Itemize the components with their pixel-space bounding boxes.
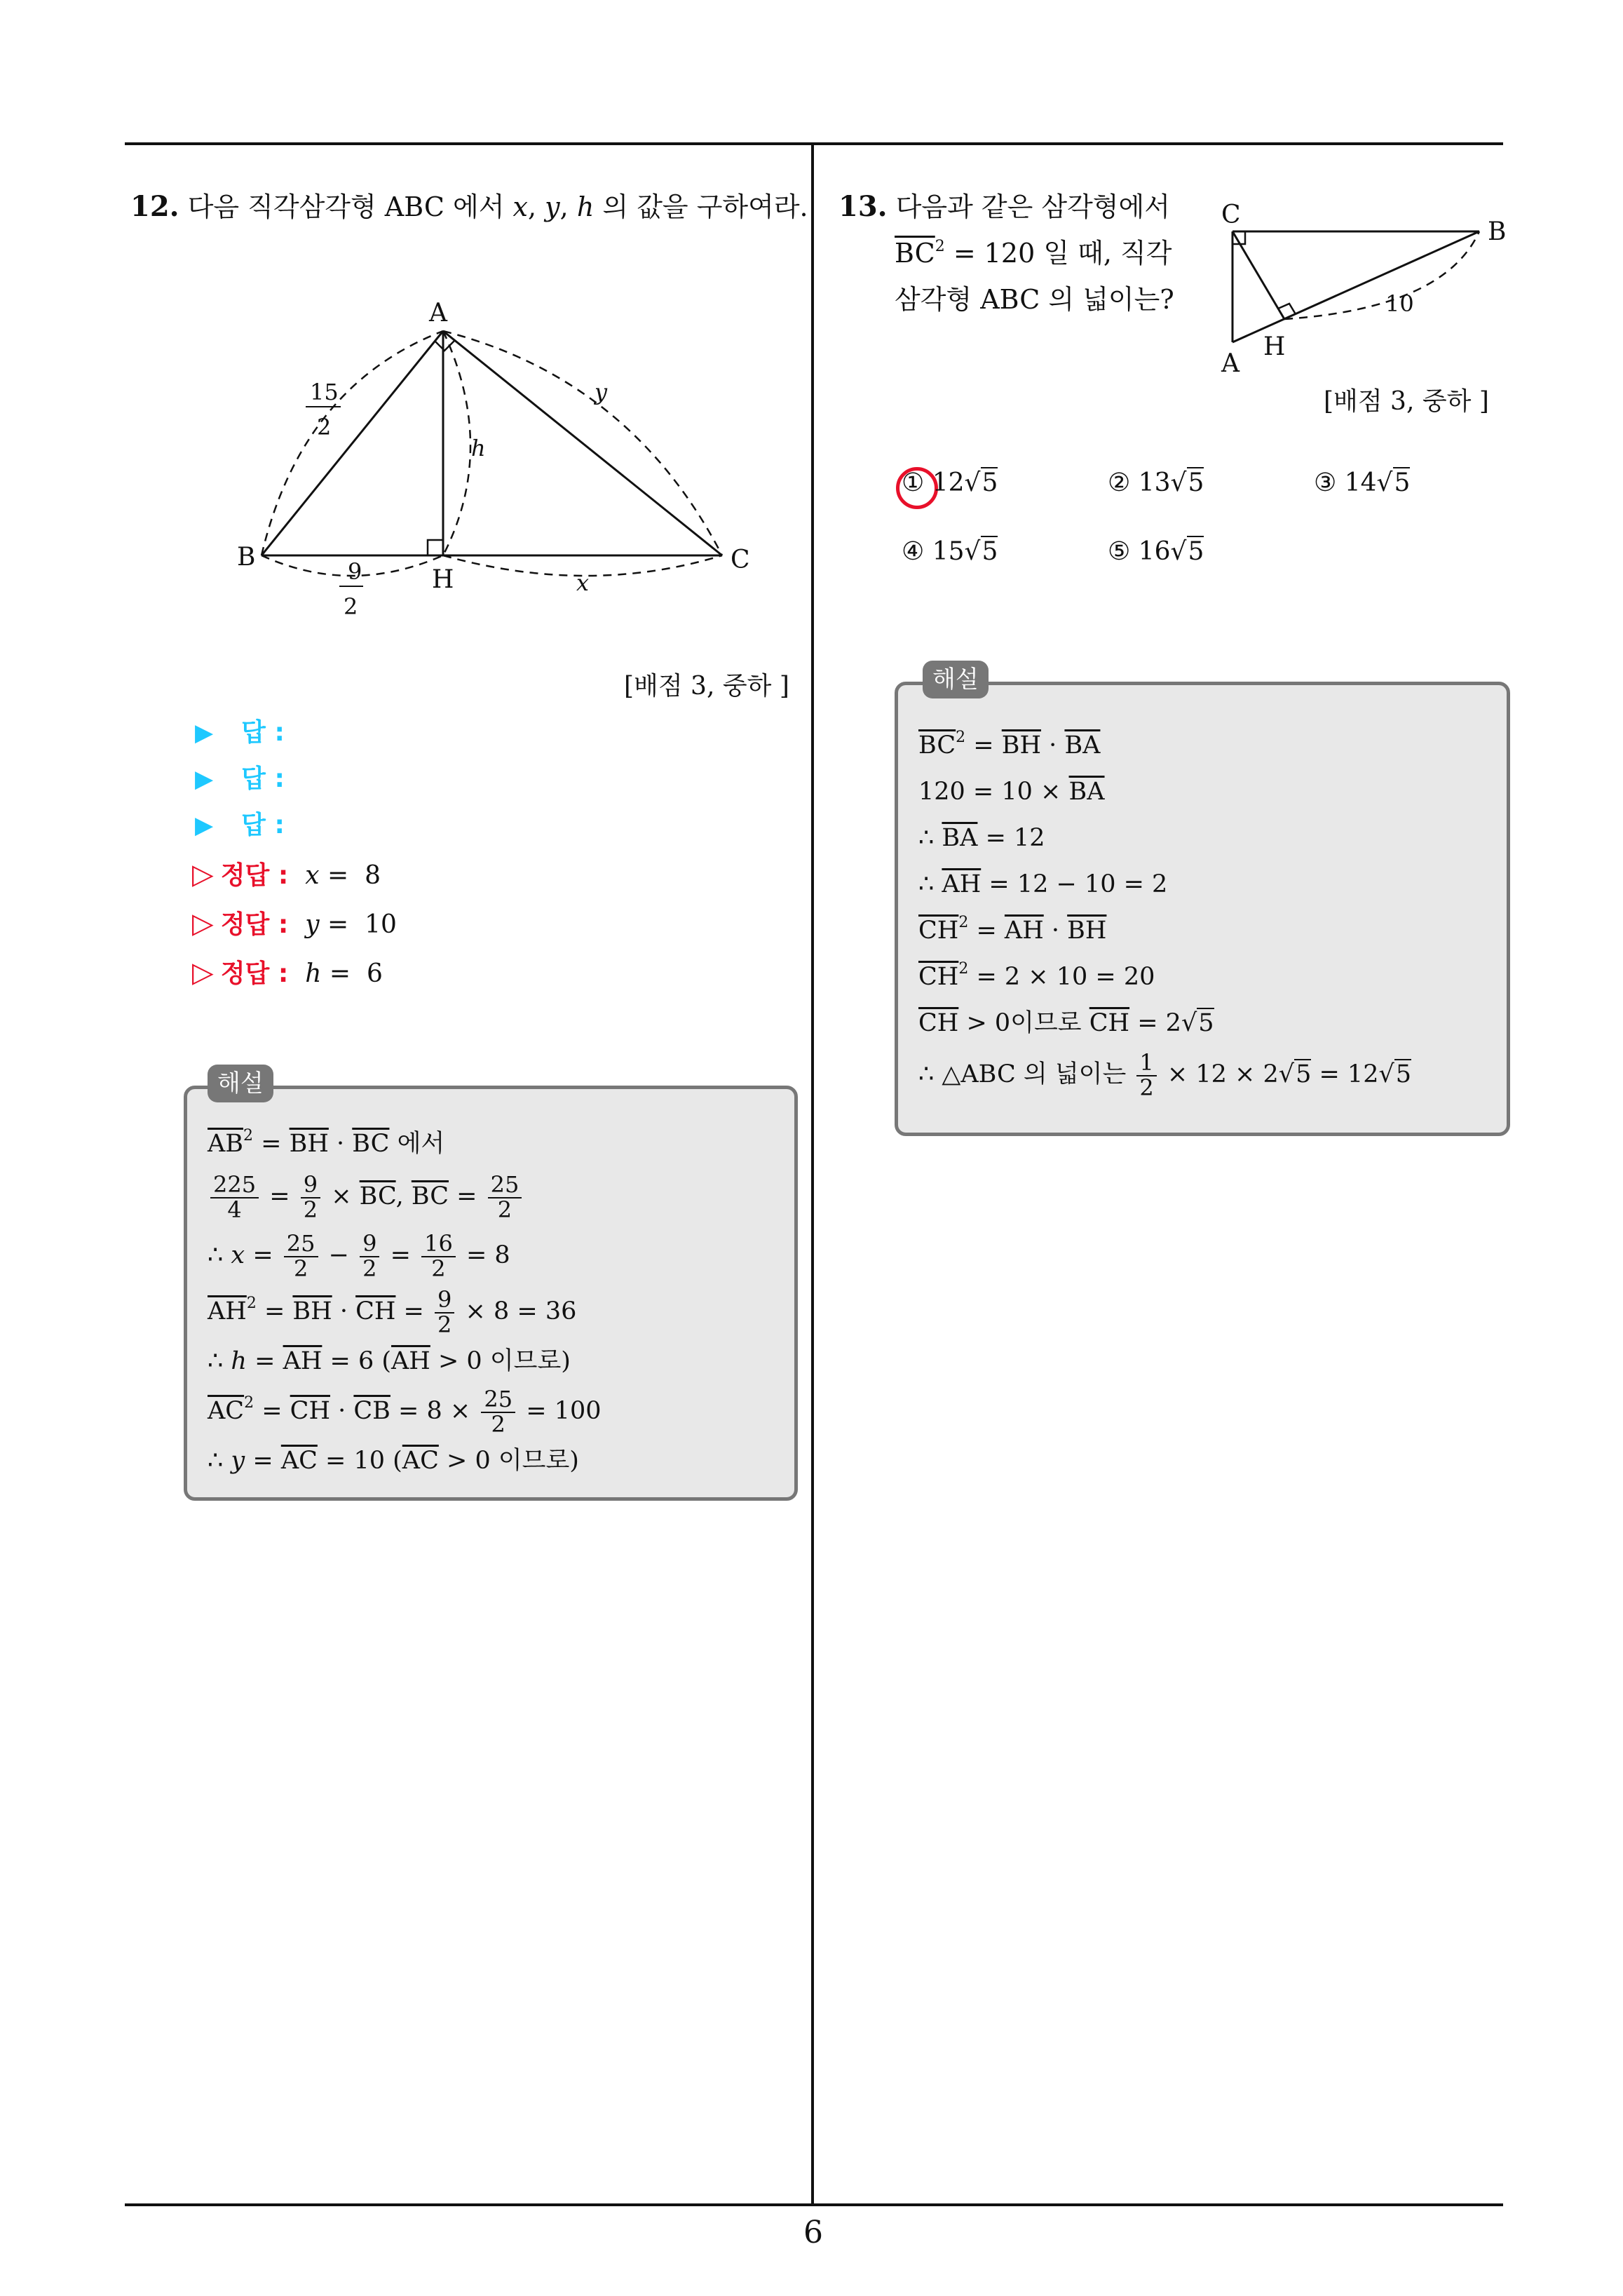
text: = 2 xyxy=(1137,1009,1181,1037)
square-exp: 2 xyxy=(956,729,966,746)
therefore: ∴ xyxy=(918,1060,935,1088)
answer-label: 답 : xyxy=(241,811,285,839)
q12-label-c: C xyxy=(731,546,750,574)
square-exp: 2 xyxy=(246,1295,257,1312)
q13-sol-line-8: ∴ △ABC 의 넓이는 $\frac{1}{2}$ × 12 × 2√5 = 12√5 xyxy=(918,1048,1412,1101)
therefore: ∴ xyxy=(208,1241,224,1269)
q12-sol-line-2 xyxy=(208,1167,601,1226)
therefore: ∴ xyxy=(918,870,935,898)
dot: · xyxy=(338,1397,346,1425)
q13-label-c: C xyxy=(1221,201,1241,229)
seg-bh: $\overline{BH}$ xyxy=(292,1297,332,1325)
answer-var: y xyxy=(305,910,320,939)
q13-choice-4[interactable]: ④ 15√5 xyxy=(902,537,998,566)
choice-coef: 14 xyxy=(1344,468,1377,497)
eq: = xyxy=(261,1130,282,1158)
q13-choice-2[interactable]: ② 13√5 xyxy=(1108,468,1204,497)
q12-label-ab-den: 2 xyxy=(317,414,332,440)
dot: · xyxy=(1049,731,1057,759)
q12-label-h-var: h xyxy=(471,435,486,461)
answer-eq: = xyxy=(327,861,349,890)
q12-var-x: x xyxy=(512,191,528,222)
q12-sol-line-5 xyxy=(208,1338,601,1384)
seg-ab: $\overline{AB}$ xyxy=(208,1130,243,1158)
den: 2 xyxy=(437,1311,452,1338)
q13-solution-title: 해설 xyxy=(923,661,989,698)
num: 225 xyxy=(210,1173,259,1198)
minus: − xyxy=(328,1241,349,1269)
correct-label: 정답 : xyxy=(220,861,289,890)
seg-cb: $\overline{CB}$ xyxy=(353,1397,391,1425)
q13-prompt-line-2 xyxy=(838,230,1174,276)
q13-number: 13. xyxy=(838,190,888,223)
text: = 6 ( xyxy=(330,1347,392,1375)
seg-ch: $\overline{CH}$ xyxy=(1089,1009,1130,1037)
q12-sol-line-3 xyxy=(208,1226,601,1285)
text: > 0 이므로) xyxy=(437,1347,571,1375)
open-arrow-icon: ▷ xyxy=(192,907,214,940)
seg-bc: $\overline{BC}$ xyxy=(411,1182,449,1210)
answer-value: 8 xyxy=(365,861,381,890)
q12-blank-answers xyxy=(195,710,285,849)
q12-label-x-var: x xyxy=(576,569,590,596)
num: 25 xyxy=(481,1388,515,1413)
fraction xyxy=(1136,1048,1156,1101)
choice-radicand: 5 xyxy=(1394,468,1411,497)
q12-label-h: H xyxy=(432,565,454,594)
choice-mark: ④ xyxy=(902,537,925,566)
text: = 100 xyxy=(526,1397,602,1425)
q13-prompt xyxy=(838,184,1174,323)
seg-ah: $\overline{AH}$ xyxy=(1004,917,1044,945)
q12-solution-title: 해설 xyxy=(208,1065,273,1102)
text: 에서 xyxy=(397,1130,445,1158)
square-exp: 2 xyxy=(958,960,969,978)
q12-prompt xyxy=(130,184,808,230)
num: 25 xyxy=(284,1232,318,1257)
eq: = xyxy=(390,1241,411,1269)
answer-label: 답 : xyxy=(241,718,285,747)
seg-ah: $\overline{AH}$ xyxy=(942,870,982,898)
column-divider xyxy=(811,142,814,2206)
seg-ch: $\overline{CH}$ xyxy=(290,1397,330,1425)
choice-radicand: 5 xyxy=(1188,468,1204,497)
seg-ch: $\overline{CH}$ xyxy=(918,1009,959,1037)
seg-bh: $\overline{BH}$ xyxy=(289,1130,329,1158)
q12-prompt-pre: 다음 직각삼각형 ABC 에서 xyxy=(187,191,505,222)
seg-ba: $\overline{BA}$ xyxy=(942,824,978,852)
q13-line1-text: 다음과 같은 삼각형에서 xyxy=(895,191,1170,222)
open-arrow-icon: ▷ xyxy=(192,957,214,989)
seg-ah: $\overline{AH}$ xyxy=(208,1297,247,1325)
q12-answer-h xyxy=(192,950,397,999)
den: 2 xyxy=(1139,1074,1154,1101)
q12-label-y-var: y xyxy=(595,379,608,405)
fraction xyxy=(301,1170,320,1223)
num: 16 xyxy=(421,1232,456,1257)
fraction xyxy=(488,1170,522,1223)
square-exp: 2 xyxy=(958,914,969,931)
q12-label-b: B xyxy=(237,543,256,572)
q12-sol-line-7 xyxy=(208,1438,601,1484)
filled-arrow-icon: ▶ xyxy=(195,811,214,839)
seg-bc: $\overline{BC}$ xyxy=(359,1182,396,1210)
seg-bc: $\overline{BC}$ xyxy=(895,238,935,269)
radicand: 5 xyxy=(1395,1060,1412,1088)
choice-radicand: 5 xyxy=(982,468,998,497)
q12-prompt-post: 의 값을 구하여라. xyxy=(602,191,808,222)
seg-bh: $\overline{BH}$ xyxy=(1067,917,1107,945)
text: > 0이므로 xyxy=(966,1009,1082,1037)
den: 2 xyxy=(303,1196,318,1223)
text: = 8 xyxy=(466,1241,510,1269)
seg-ba: $\overline{BA}$ xyxy=(1068,778,1105,806)
q13-line2-text: = 120 일 때, 직각 xyxy=(953,238,1172,269)
q12-var-y: y xyxy=(545,191,560,222)
therefore: ∴ xyxy=(918,824,935,852)
q13-sol-line-7: $\overline{CH} > 0$이므로 $\overline{CH} = 2√5$ xyxy=(918,1009,1214,1037)
text: △ABC 의 넓이는 xyxy=(942,1060,1127,1088)
q12-arc-ah xyxy=(443,331,470,555)
q12-triangle-figure xyxy=(224,288,757,631)
q12-blank-row-1[interactable] xyxy=(195,710,285,756)
choice-coef: 13 xyxy=(1138,468,1171,497)
q12-side-ab xyxy=(262,331,443,555)
answer-eq: = xyxy=(327,910,349,939)
q12-label-a: A xyxy=(429,299,447,327)
text: = 12 − 10 = 2 xyxy=(989,870,1168,898)
den: 2 xyxy=(362,1255,377,1282)
q12-answer-x xyxy=(192,851,397,900)
eq: = xyxy=(252,1241,273,1269)
therefore: ∴ xyxy=(208,1447,224,1475)
q13-label-10: 10 xyxy=(1385,290,1414,317)
choice-mark: ⑤ xyxy=(1108,537,1131,566)
q13-label-b: B xyxy=(1488,217,1507,246)
times: × xyxy=(331,1182,352,1210)
var-h: h xyxy=(231,1347,247,1375)
q13-solution-body xyxy=(918,722,1411,1102)
seg-ac: $\overline{AC}$ xyxy=(280,1447,318,1475)
den: 2 xyxy=(293,1255,308,1282)
seg-ah: $\overline{AH}$ xyxy=(391,1347,430,1375)
bottom-rule xyxy=(125,2203,1503,2206)
choice-radicand: 5 xyxy=(982,537,998,566)
answer-eq: = xyxy=(329,959,351,988)
q12-meta: [배점 3, 중하 ] xyxy=(624,672,789,701)
fraction xyxy=(481,1385,515,1438)
answer-label: 답 : xyxy=(241,764,285,793)
q12-solution-body xyxy=(208,1121,601,1484)
q13-sol-line-3 xyxy=(918,815,1411,861)
den: 2 xyxy=(431,1255,446,1282)
fraction xyxy=(435,1285,454,1338)
q13-sol-line-5 xyxy=(918,907,1411,954)
therefore: ∴ xyxy=(208,1347,224,1375)
var-y: y xyxy=(231,1447,245,1475)
den: 2 xyxy=(497,1196,512,1223)
q13-choice-1[interactable]: ① 12√5 xyxy=(902,468,998,497)
eq: = xyxy=(976,917,997,945)
open-arrow-icon: ▷ xyxy=(192,858,214,891)
q13-sol-line-2 xyxy=(918,769,1411,815)
filled-arrow-icon: ▶ xyxy=(195,765,214,793)
q12-blank-row-2[interactable] xyxy=(195,756,285,802)
q12-label-ab-num: 15 xyxy=(310,379,339,405)
eq: = xyxy=(262,1397,283,1425)
text: = 10 ( xyxy=(325,1447,402,1475)
fraction xyxy=(360,1229,379,1282)
q13-choice-5[interactable]: ⑤ 16√5 xyxy=(1108,537,1204,566)
q13-prompt-line-1 xyxy=(838,184,1174,230)
text: > 0 이므로) xyxy=(447,1447,579,1475)
q12-right-angle-h xyxy=(428,540,443,555)
comma: , xyxy=(395,1182,404,1210)
text: × 8 = 36 xyxy=(465,1297,577,1325)
q12-sol-line-4 xyxy=(208,1285,601,1338)
q12-number: 12. xyxy=(130,190,179,223)
eq: = xyxy=(403,1297,424,1325)
correct-label: 정답 : xyxy=(220,910,289,939)
q13-line3-text: 삼각형 ABC 의 넓이는? xyxy=(895,284,1174,315)
q12-label-bh-den: 2 xyxy=(344,593,358,620)
square-exp: 2 xyxy=(244,1394,254,1412)
q13-triangle-figure xyxy=(1213,196,1521,386)
seg-bc: $\overline{BC}$ xyxy=(918,731,956,759)
seg-bh: $\overline{BH}$ xyxy=(1001,731,1042,759)
answer-value: 10 xyxy=(365,910,397,939)
answer-var: h xyxy=(305,959,322,988)
q12-var-h: h xyxy=(576,191,595,222)
num: 1 xyxy=(1136,1051,1156,1076)
seg-ba: $\overline{BA}$ xyxy=(1064,731,1101,759)
num: 9 xyxy=(301,1173,320,1198)
q12-comma-1: , xyxy=(527,191,537,222)
choice-mark: ① xyxy=(902,468,925,497)
den: 4 xyxy=(227,1196,242,1223)
dot: · xyxy=(337,1130,345,1158)
seg-ah: $\overline{AH}$ xyxy=(283,1347,322,1375)
q13-sol-line-4 xyxy=(918,861,1411,907)
text: = 12 xyxy=(1319,1060,1379,1088)
choice-coef: 15 xyxy=(932,537,965,566)
dot: · xyxy=(1051,917,1060,945)
answer-value: 6 xyxy=(366,959,383,988)
radicand: 5 xyxy=(1296,1060,1312,1088)
text: = 8 × xyxy=(398,1397,471,1425)
num: 9 xyxy=(435,1288,454,1314)
q12-blank-row-3[interactable] xyxy=(195,802,285,849)
square-exp: 2 xyxy=(243,1127,253,1144)
seg-ac: $\overline{AC}$ xyxy=(402,1447,439,1475)
seg-ac: $\overline{AC}$ xyxy=(208,1397,245,1425)
fraction xyxy=(210,1170,259,1223)
q12-sol-line-1 xyxy=(208,1121,601,1167)
page-number: 6 xyxy=(803,2215,823,2250)
correct-label: 정답 : xyxy=(220,959,289,988)
num: 25 xyxy=(488,1173,522,1198)
q13-label-a: A xyxy=(1221,349,1240,378)
choice-coef: 12 xyxy=(932,468,965,497)
den: 2 xyxy=(491,1410,505,1438)
text: 120 = 10 × xyxy=(918,778,1061,806)
fraction xyxy=(421,1229,456,1282)
choice-coef: 16 xyxy=(1138,537,1171,566)
q13-sol-line-6 xyxy=(918,954,1411,1000)
num: 9 xyxy=(360,1232,379,1257)
seg-ch: $\overline{CH}$ xyxy=(918,917,959,945)
eq: = xyxy=(252,1447,273,1475)
q12-sol-line-6 xyxy=(208,1384,601,1438)
q13-prompt-line-3 xyxy=(838,276,1174,323)
fraction xyxy=(284,1229,318,1282)
square-exp: 2 xyxy=(935,238,945,255)
radicand: 5 xyxy=(1198,1009,1214,1037)
dot: · xyxy=(339,1297,348,1325)
text: × 12 × 2 xyxy=(1167,1060,1279,1088)
text: = 2 × 10 = 20 xyxy=(976,963,1155,991)
eq: = xyxy=(254,1347,276,1375)
q13-label-h: H xyxy=(1263,332,1286,361)
eq: = xyxy=(269,1182,290,1210)
q13-choice-3[interactable]: ③ 14√5 xyxy=(1314,468,1411,497)
answer-var: x xyxy=(305,861,320,890)
choice-mark: ② xyxy=(1108,468,1131,497)
text: = 12 xyxy=(985,824,1045,852)
eq: = xyxy=(264,1297,285,1325)
q13-side-ab xyxy=(1232,231,1479,342)
eq: = xyxy=(973,731,994,759)
choice-radicand: 5 xyxy=(1188,537,1204,566)
q12-comma-2: , xyxy=(559,191,569,222)
q12-label-bh-num: 9 xyxy=(348,558,362,585)
filled-arrow-icon: ▶ xyxy=(195,719,214,747)
q13-sol-line-1 xyxy=(918,722,1411,769)
q12-correct-answers xyxy=(192,851,397,999)
seg-ch: $\overline{CH}$ xyxy=(918,963,959,991)
eq: = xyxy=(456,1182,477,1210)
top-rule xyxy=(125,142,1503,145)
choice-mark: ③ xyxy=(1314,468,1337,497)
q13-meta: [배점 3, 중하 ] xyxy=(1324,387,1489,416)
var-x: x xyxy=(231,1241,245,1269)
q12-answer-y xyxy=(192,900,397,950)
seg-bc: $\overline{BC}$ xyxy=(352,1130,390,1158)
seg-ch: $\overline{CH}$ xyxy=(355,1297,396,1325)
